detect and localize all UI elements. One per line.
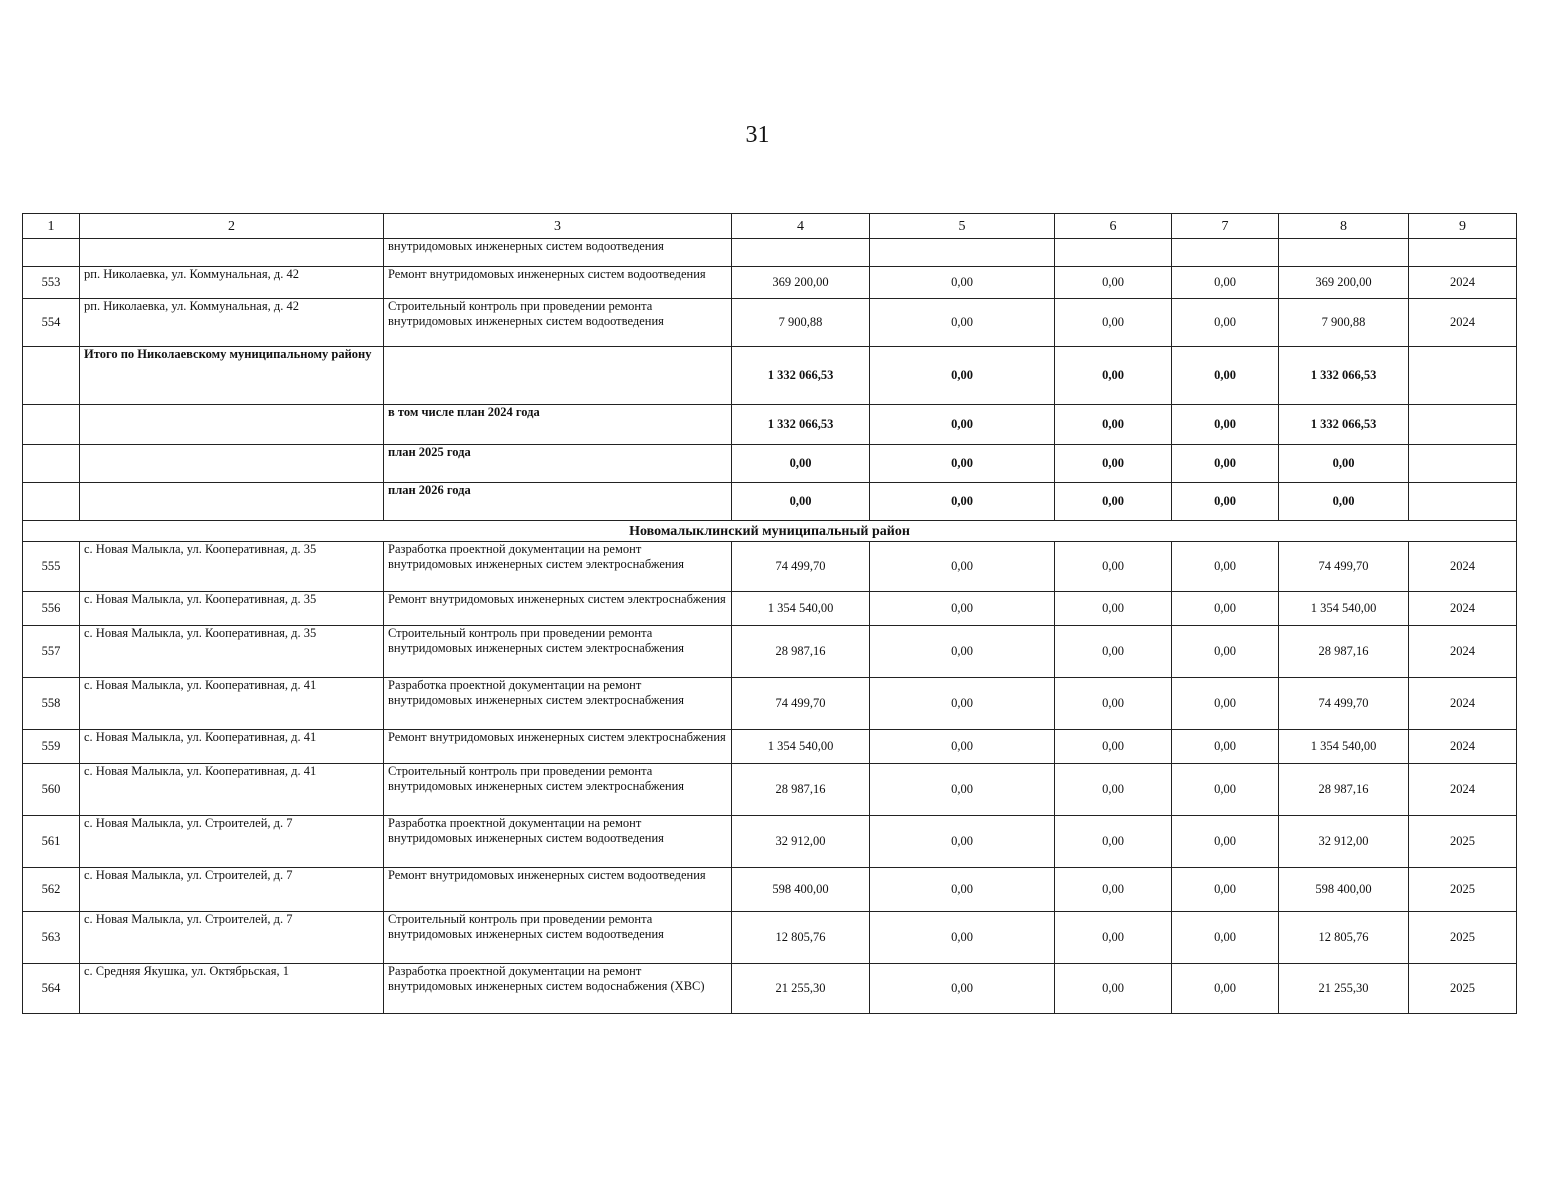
total-label: план 2025 года (384, 445, 732, 483)
address: с. Новая Малыкла, ул. Кооперативная, д. 35 (80, 592, 384, 626)
column-header: 6 (1055, 214, 1172, 239)
total-amount-c7: 0,00 (1172, 445, 1279, 483)
column-header: 2 (80, 214, 384, 239)
amount-c6: 0,00 (1055, 730, 1172, 764)
amount-c4: 28 987,16 (732, 764, 870, 816)
work-description: Строительный контроль при проведении ремонта внутридомовых инженерных систем электроснабжения (384, 626, 732, 678)
work-description: Разработка проектной документации на ремонт внутридомовых инженерных систем электроснабжения (384, 678, 732, 730)
year: 2024 (1409, 299, 1517, 347)
amount-c4: 32 912,00 (732, 816, 870, 868)
amount-c4: 598 400,00 (732, 868, 870, 912)
amount-c6: 0,00 (1055, 764, 1172, 816)
amount-c5: 0,00 (870, 868, 1055, 912)
total-amount-c5: 0,00 (870, 445, 1055, 483)
address: рп. Николаевка, ул. Коммунальная, д. 42 (80, 299, 384, 347)
amount-c7: 0,00 (1172, 626, 1279, 678)
work-description: Разработка проектной документации на ремонт внутридомовых инженерных систем водоотведения (384, 816, 732, 868)
total-amount-c8: 0,00 (1279, 445, 1409, 483)
amount-c4: 1 354 540,00 (732, 592, 870, 626)
total-label: в том числе план 2024 года (384, 405, 732, 445)
work-description: Строительный контроль при проведении ремонта внутридомовых инженерных систем водоотведения (384, 912, 732, 964)
total-amount-c7: 0,00 (1172, 347, 1279, 405)
amount-c6: 0,00 (1055, 816, 1172, 868)
works-table (22, 213, 1517, 1014)
amount-c4: 28 987,16 (732, 626, 870, 678)
amount-c7: 0,00 (1172, 964, 1279, 1014)
amount-c7: 0,00 (1172, 592, 1279, 626)
amount-c4: 21 255,30 (732, 964, 870, 1014)
column-header: 4 (732, 214, 870, 239)
table-row (23, 964, 1517, 1014)
total-amount-c5: 0,00 (870, 405, 1055, 445)
row-number: 554 (23, 299, 80, 347)
amount-c6: 0,00 (1055, 542, 1172, 592)
total-amount-c8: 0,00 (1279, 483, 1409, 521)
amount-c7: 0,00 (1172, 912, 1279, 964)
year: 2024 (1409, 542, 1517, 592)
total-amount-c4: 0,00 (732, 483, 870, 521)
amount-c5: 0,00 (870, 964, 1055, 1014)
amount-c5: 0,00 (870, 764, 1055, 816)
amount-c8: 12 805,76 (1279, 912, 1409, 964)
address: с. Новая Малыкла, ул. Строителей, д. 7 (80, 868, 384, 912)
row-number: 556 (23, 592, 80, 626)
address: с. Новая Малыкла, ул. Строителей, д. 7 (80, 816, 384, 868)
work-description: Разработка проектной документации на ремонт внутридомовых инженерных систем водоснабжения (ХВС) (384, 964, 732, 1014)
amount-c6: 0,00 (1055, 964, 1172, 1014)
table-row (23, 678, 1517, 730)
row-number: 559 (23, 730, 80, 764)
total-amount-c7: 0,00 (1172, 405, 1279, 445)
row-number: 561 (23, 816, 80, 868)
column-header: 5 (870, 214, 1055, 239)
total-amount-c8: 1 332 066,53 (1279, 347, 1409, 405)
year: 2025 (1409, 868, 1517, 912)
amount-c7: 0,00 (1172, 542, 1279, 592)
address: с. Новая Малыкла, ул. Кооперативная, д. 35 (80, 626, 384, 678)
amount-c7: 0,00 (1172, 868, 1279, 912)
row-number: 563 (23, 912, 80, 964)
amount-c8: 74 499,70 (1279, 542, 1409, 592)
work-description: внутридомовых инженерных систем водоотведения (384, 239, 732, 267)
year: 2025 (1409, 912, 1517, 964)
amount-c7: 0,00 (1172, 678, 1279, 730)
address: с. Новая Малыкла, ул. Кооперативная, д. 41 (80, 764, 384, 816)
work-description: Ремонт внутридомовых инженерных систем водоотведения (384, 868, 732, 912)
amount-c5: 0,00 (870, 626, 1055, 678)
amount-c5: 0,00 (870, 592, 1055, 626)
row-number: 557 (23, 626, 80, 678)
continuation-row (23, 239, 1517, 267)
amount-c6: 0,00 (1055, 299, 1172, 347)
amount-c7: 0,00 (1172, 816, 1279, 868)
amount-c5: 0,00 (870, 542, 1055, 592)
table-row (23, 912, 1517, 964)
amount-c8: 21 255,30 (1279, 964, 1409, 1014)
address: с. Новая Малыкла, ул. Кооперативная, д. 41 (80, 730, 384, 764)
total-amount-c6: 0,00 (1055, 347, 1172, 405)
amount-c8: 28 987,16 (1279, 626, 1409, 678)
year: 2024 (1409, 730, 1517, 764)
year: 2024 (1409, 626, 1517, 678)
address: с. Новая Малыкла, ул. Строителей, д. 7 (80, 912, 384, 964)
address: с. Новая Малыкла, ул. Кооперативная, д. 41 (80, 678, 384, 730)
total-amount-c8: 1 332 066,53 (1279, 405, 1409, 445)
table-row (23, 816, 1517, 868)
year: 2025 (1409, 964, 1517, 1014)
address: с. Новая Малыкла, ул. Кооперативная, д. 35 (80, 542, 384, 592)
table-row (23, 868, 1517, 912)
amount-c8: 1 354 540,00 (1279, 592, 1409, 626)
amount-c4: 369 200,00 (732, 267, 870, 299)
total-row (23, 347, 1517, 405)
total-title: Итого по Николаевскому муниципальному району (80, 347, 384, 405)
row-number: 558 (23, 678, 80, 730)
amount-c4: 12 805,76 (732, 912, 870, 964)
total-amount-c4: 0,00 (732, 445, 870, 483)
table-row (23, 542, 1517, 592)
amount-c7: 0,00 (1172, 267, 1279, 299)
total-amount-c4: 1 332 066,53 (732, 405, 870, 445)
amount-c4: 7 900,88 (732, 299, 870, 347)
amount-c8: 28 987,16 (1279, 764, 1409, 816)
total-amount-c6: 0,00 (1055, 483, 1172, 521)
amount-c6: 0,00 (1055, 868, 1172, 912)
work-description: Строительный контроль при проведении ремонта внутридомовых инженерных систем водоотведения (384, 299, 732, 347)
year: 2024 (1409, 764, 1517, 816)
year: 2024 (1409, 678, 1517, 730)
work-description: Ремонт внутридомовых инженерных систем электроснабжения (384, 730, 732, 764)
row-number: 553 (23, 267, 80, 299)
section-row (23, 521, 1517, 542)
year: 2025 (1409, 816, 1517, 868)
total-label: план 2026 года (384, 483, 732, 521)
amount-c5: 0,00 (870, 678, 1055, 730)
column-header: 9 (1409, 214, 1517, 239)
table-row (23, 764, 1517, 816)
amount-c6: 0,00 (1055, 592, 1172, 626)
amount-c5: 0,00 (870, 816, 1055, 868)
amount-c4: 1 354 540,00 (732, 730, 870, 764)
amount-c6: 0,00 (1055, 626, 1172, 678)
total-amount-c6: 0,00 (1055, 405, 1172, 445)
table-body (23, 214, 1517, 1014)
table-row (23, 592, 1517, 626)
row-number: 560 (23, 764, 80, 816)
amount-c5: 0,00 (870, 912, 1055, 964)
total-amount-c5: 0,00 (870, 483, 1055, 521)
work-description: Ремонт внутридомовых инженерных систем водоотведения (384, 267, 732, 299)
total-row (23, 405, 1517, 445)
column-header: 8 (1279, 214, 1409, 239)
row-number: 562 (23, 868, 80, 912)
total-amount-c7: 0,00 (1172, 483, 1279, 521)
year: 2024 (1409, 592, 1517, 626)
column-header-row (23, 214, 1517, 239)
total-amount-c6: 0,00 (1055, 445, 1172, 483)
column-header: 7 (1172, 214, 1279, 239)
table-row (23, 267, 1517, 299)
section-title: Новомалыклинский муниципальный район (23, 521, 1517, 542)
amount-c6: 0,00 (1055, 678, 1172, 730)
amount-c6: 0,00 (1055, 267, 1172, 299)
amount-c5: 0,00 (870, 267, 1055, 299)
amount-c8: 598 400,00 (1279, 868, 1409, 912)
column-header: 3 (384, 214, 732, 239)
amount-c7: 0,00 (1172, 764, 1279, 816)
work-description: Строительный контроль при проведении ремонта внутридомовых инженерных систем электроснабжения (384, 764, 732, 816)
table-row (23, 299, 1517, 347)
amount-c4: 74 499,70 (732, 542, 870, 592)
amount-c7: 0,00 (1172, 730, 1279, 764)
amount-c8: 74 499,70 (1279, 678, 1409, 730)
work-description: Ремонт внутридомовых инженерных систем электроснабжения (384, 592, 732, 626)
total-row (23, 445, 1517, 483)
year: 2024 (1409, 267, 1517, 299)
amount-c4: 74 499,70 (732, 678, 870, 730)
column-header: 1 (23, 214, 80, 239)
amount-c8: 32 912,00 (1279, 816, 1409, 868)
address: с. Средняя Якушка, ул. Октябрьская, 1 (80, 964, 384, 1014)
amount-c8: 369 200,00 (1279, 267, 1409, 299)
table-row (23, 730, 1517, 764)
total-amount-c4: 1 332 066,53 (732, 347, 870, 405)
amount-c5: 0,00 (870, 730, 1055, 764)
page-number: 31 (745, 122, 770, 148)
amount-c6: 0,00 (1055, 912, 1172, 964)
row-number: 564 (23, 964, 80, 1014)
amount-c8: 7 900,88 (1279, 299, 1409, 347)
row-number: 555 (23, 542, 80, 592)
amount-c7: 0,00 (1172, 299, 1279, 347)
work-description: Разработка проектной документации на ремонт внутридомовых инженерных систем электроснабжения (384, 542, 732, 592)
total-amount-c5: 0,00 (870, 347, 1055, 405)
amount-c8: 1 354 540,00 (1279, 730, 1409, 764)
amount-c5: 0,00 (870, 299, 1055, 347)
address: рп. Николаевка, ул. Коммунальная, д. 42 (80, 267, 384, 299)
table-row (23, 626, 1517, 678)
total-row (23, 483, 1517, 521)
